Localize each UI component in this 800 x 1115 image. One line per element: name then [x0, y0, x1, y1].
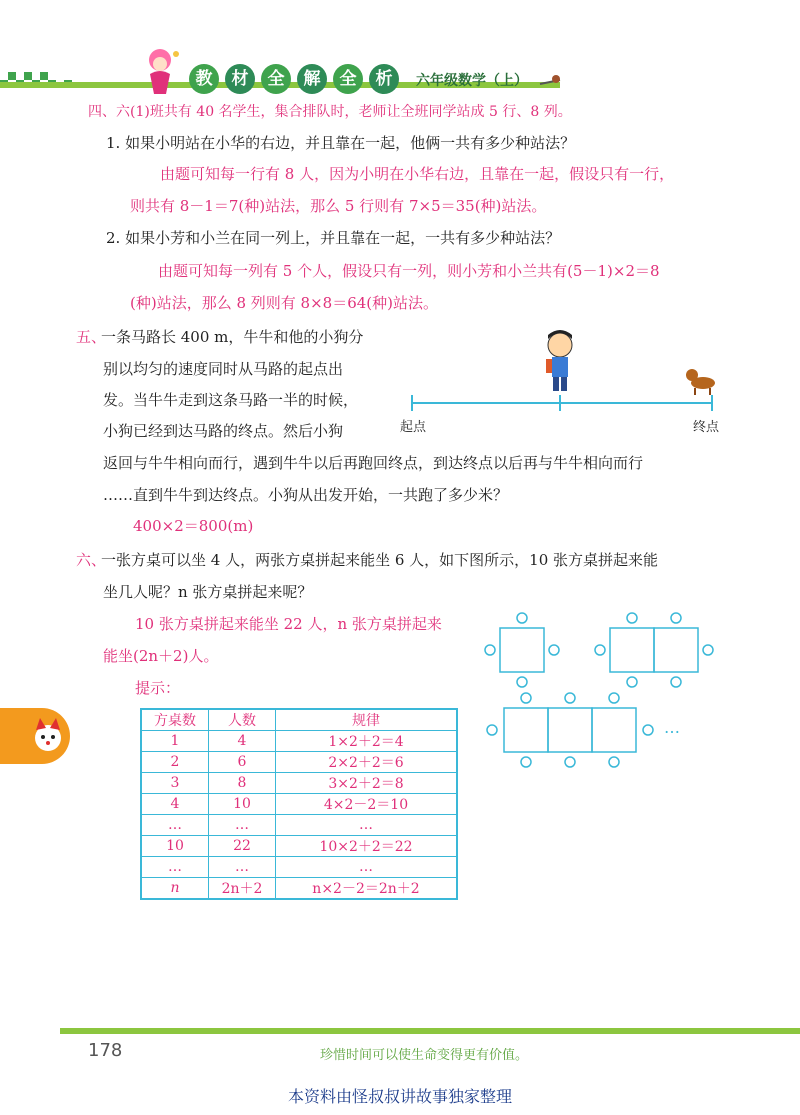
table-row [141, 773, 457, 794]
table-cell: … [276, 857, 458, 878]
table-row [141, 752, 457, 773]
end-label: 终点 [693, 420, 720, 435]
fairy-mascot-icon [136, 46, 186, 98]
table-cell: 4 [141, 794, 209, 815]
table-cell: 10 [209, 794, 276, 815]
table-cell: 8 [209, 773, 276, 794]
table-cell: 4 [209, 731, 276, 752]
page-number: 178 [88, 1040, 123, 1061]
side-tab [0, 708, 70, 764]
dog-icon [686, 369, 715, 395]
table-cell: n×2－2＝2n＋2 [276, 878, 458, 900]
q6-number: 六、 [76, 551, 107, 569]
table-cell: 3×2＋2＝8 [276, 773, 458, 794]
q5-line4: 小狗已经到达马路的终点。然后小狗 [103, 422, 344, 440]
table-cell: 2n＋2 [209, 878, 276, 900]
hint-table [140, 708, 458, 900]
table-cell: … [209, 815, 276, 836]
table-cell: … [141, 857, 209, 878]
diagram-ellipsis: … [664, 718, 680, 737]
q6-ans-line2: 能坐(2n＋2)人。 [103, 647, 219, 665]
road-diagram [400, 325, 730, 425]
q5-line6: ……直到牛牛到达终点。小狗从出发开始，一共跑了多少米？ [103, 486, 509, 504]
table-row [141, 731, 457, 752]
table-header-row [141, 709, 457, 731]
table-row [141, 815, 457, 836]
table-cell: 1×2＋2＝4 [276, 731, 458, 752]
banner-char: 教 [189, 64, 219, 94]
q4-ans2-line2: (种)站法，那么 8 列则有 8×8＝64(种)站法。 [130, 294, 438, 312]
start-label: 起点 [400, 420, 427, 435]
table-cell: … [209, 857, 276, 878]
q4-title: 四、六(1)班共有 40 名学生，集合排队时，老师让全班同学站成 5 行、8 列。 [88, 104, 572, 120]
table-cell: 10×2＋2＝22 [276, 836, 458, 857]
q4-sub2: 2. 如果小芳和小兰在同一列上，并且靠在一起，一共有多少种站法？ [106, 229, 561, 247]
q4-ans2-line1: 由题可知每一列有 5 个人，假设只有一列，则小芳和小兰共有(5－1)×2＝8 [158, 262, 660, 280]
header-cell: 规律 [276, 709, 458, 731]
header-cell: 方桌数 [141, 709, 209, 731]
table-seating-diagram [480, 608, 720, 773]
q6-line2: 坐几人呢？n 张方桌拼起来呢？ [103, 583, 313, 601]
banner-char: 解 [297, 64, 327, 94]
table-row [141, 836, 457, 857]
table-cell: 6 [209, 752, 276, 773]
banner-char: 材 [225, 64, 255, 94]
header-cell: 人数 [209, 709, 276, 731]
table-cell: 10 [141, 836, 209, 857]
q5-number: 五、 [76, 328, 107, 346]
credit-line: 本资料由怪叔叔讲故事独家整理 [287, 1087, 512, 1106]
table-row [141, 857, 457, 878]
table-cell: 4×2－2＝10 [276, 794, 458, 815]
fox-mascot-icon [28, 716, 68, 756]
banner-char: 析 [369, 64, 399, 94]
q5-answer: 400×2＝800(m) [133, 517, 254, 535]
table-row [141, 878, 457, 900]
header-checker-bar [0, 70, 800, 90]
footer-bar [60, 1028, 800, 1034]
q4-ans1-line1: 由题可知每一行有 8 人，因为小明在小华右边，且靠在一起，假设只有一行， [160, 165, 675, 183]
q6-line1: 一张方桌可以坐 4 人，两张方桌拼起来能坐 6 人，如下图所示，10 张方桌拼起来能 [101, 551, 659, 569]
boy-icon [546, 330, 572, 391]
table-row [141, 794, 457, 815]
q5-line1: 一条马路长 400 m，牛牛和他的小狗分 [101, 328, 364, 346]
hint-label: 提示： [135, 679, 181, 697]
q4-sub1: 1. 如果小明站在小华的右边，并且靠在一起，他俩一共有多少种站法？ [106, 134, 576, 152]
table-cell: … [276, 815, 458, 836]
table-cell: n [141, 878, 209, 900]
table-cell: 2×2＋2＝6 [276, 752, 458, 773]
q4-ans1-line2: 则共有 8－1＝7(种)站法，那么 5 行则有 7×5＝35(种)站法。 [130, 197, 547, 215]
footer-motto: 珍惜时间可以使生命变得更有价值。 [320, 1048, 529, 1063]
banner-char: 全 [261, 64, 291, 94]
q5-line2: 别以均匀的速度同时从马路的起点出 [103, 360, 344, 378]
q6-ans-line1: 10 张方桌拼起来能坐 22 人，n 张方桌拼起来 [135, 615, 442, 633]
banner-char: 全 [333, 64, 363, 94]
table-cell: 3 [141, 773, 209, 794]
q5-line5: 返回与牛牛相向而行，遇到牛牛以后再跑回终点，到达终点以后再与牛牛相向而行 [103, 454, 644, 472]
table-cell: 22 [209, 836, 276, 857]
table-cell: 2 [141, 752, 209, 773]
table-cell: … [141, 815, 209, 836]
table-cell: 1 [141, 731, 209, 752]
grade-label: 六年级数学（上） [416, 73, 528, 89]
q5-line3: 发。当牛牛走到这条马路一半的时候， [103, 391, 359, 409]
